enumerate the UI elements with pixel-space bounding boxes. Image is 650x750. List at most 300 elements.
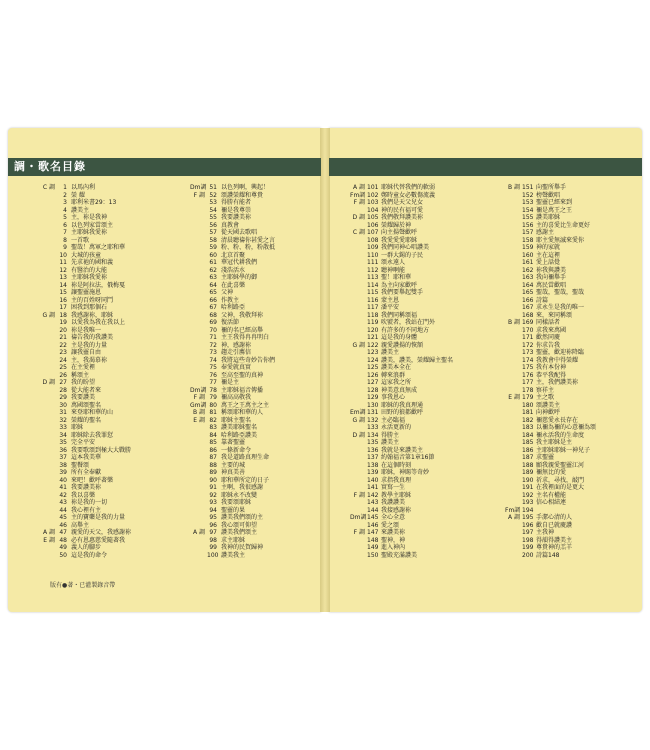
song-title: 主耶穌我愛祢 xyxy=(71,229,108,236)
key-label: Gm調 xyxy=(190,401,207,409)
song-entry xyxy=(40,447,131,455)
song-entry xyxy=(40,244,131,252)
song-number: 11 xyxy=(59,259,67,266)
song-entry xyxy=(190,439,275,447)
key-label xyxy=(40,439,57,447)
song-number: 133 xyxy=(367,424,379,431)
song-entry xyxy=(190,469,275,477)
song-title: 完全平安 xyxy=(71,439,96,446)
key-label xyxy=(350,282,367,290)
header-bar-right xyxy=(329,158,642,176)
key-label xyxy=(350,259,367,267)
song-entry xyxy=(190,379,275,387)
song-number: 65 xyxy=(209,289,217,296)
song-number: 164 xyxy=(522,281,534,289)
song-title: 主耶穌耶穌一神兒子 xyxy=(536,446,591,454)
song-number: 142 xyxy=(367,491,379,499)
song-title: 聖餐頌 xyxy=(71,461,90,469)
key-label xyxy=(190,499,207,507)
song-number: 194 xyxy=(522,506,534,514)
song-title: 詩篇 xyxy=(536,296,549,304)
song-title: 神的家就 xyxy=(536,244,561,251)
song-number: 193 xyxy=(522,499,534,506)
song-number: 129 xyxy=(367,394,379,401)
song-entry xyxy=(190,357,275,365)
song-entry xyxy=(505,229,596,237)
key-label: F 調 xyxy=(353,199,365,206)
song-title: 一條新命令 xyxy=(221,446,252,454)
song-entry xyxy=(350,544,453,552)
song-title: 讚美，讚美，榮耀歸主聖名 xyxy=(381,356,454,364)
song-title: 我要讚美祢 xyxy=(71,484,102,491)
song-number: 33 xyxy=(59,424,67,431)
song-title: 榮 耀 xyxy=(71,191,85,199)
key-label: F 調 xyxy=(193,191,205,199)
song-number: 62 xyxy=(209,266,217,274)
song-title: 求聖靈 xyxy=(536,454,555,461)
song-title: 同樣話者 xyxy=(536,319,561,326)
song-title: 讓聖靈施恩 xyxy=(71,289,102,296)
song-number: 83 xyxy=(209,424,217,431)
song-title: 得韻得讚美主 xyxy=(536,536,573,544)
song-number: 107 xyxy=(367,229,379,236)
song-number: 140 xyxy=(367,476,379,484)
song-entry xyxy=(190,544,275,552)
song-title: 從大能者來 xyxy=(71,386,102,394)
song-title: 以馬內利 xyxy=(71,184,96,191)
song-number: 173 xyxy=(522,349,534,356)
key-label xyxy=(190,514,207,522)
song-title: 轉來浪群 xyxy=(381,371,406,379)
key-label: A 調 xyxy=(352,184,365,191)
song-entry xyxy=(505,252,596,260)
key-label xyxy=(40,544,57,552)
song-entry xyxy=(40,454,131,462)
song-entry xyxy=(190,372,275,380)
song-title: 至高至聖的真神 xyxy=(221,371,264,379)
song-number: 192 xyxy=(522,491,534,499)
key-label xyxy=(190,454,207,462)
song-number: 159 xyxy=(522,244,534,251)
song-title xyxy=(535,507,536,515)
song-number: 139 xyxy=(367,469,379,476)
song-number: 110 xyxy=(367,251,379,259)
key-label xyxy=(505,484,522,492)
key-label xyxy=(350,477,367,485)
song-entry xyxy=(350,484,453,492)
key-label xyxy=(40,304,57,312)
song-title: 主的百姓呀同鬥 xyxy=(71,296,114,304)
song-entry xyxy=(40,522,131,530)
song-number: 106 xyxy=(367,221,379,229)
song-number: 172 xyxy=(522,341,534,349)
key-label xyxy=(190,484,207,492)
song-entry xyxy=(350,507,453,515)
song-title: 我愛愛愛耶穌 xyxy=(381,236,418,244)
song-title: 主王我得冉冉明白 xyxy=(221,334,270,341)
key-label xyxy=(190,334,207,342)
song-number: 35 xyxy=(59,439,67,446)
key-label xyxy=(505,192,522,200)
song-number: 59 xyxy=(209,244,217,251)
song-entry xyxy=(350,349,453,357)
song-entry xyxy=(350,364,453,372)
key-label xyxy=(505,342,522,350)
key-label xyxy=(350,394,367,402)
song-title: 得勝有能者 xyxy=(221,199,252,206)
song-number: 34 xyxy=(59,431,67,439)
key-label xyxy=(40,334,57,342)
index-column-2 xyxy=(190,184,275,559)
song-number: 63 xyxy=(209,274,217,281)
key-label xyxy=(505,477,522,485)
song-number: 91 xyxy=(209,484,217,491)
song-title: 你求告我 xyxy=(536,341,561,349)
key-label xyxy=(505,199,522,207)
song-entry xyxy=(505,484,596,492)
key-label xyxy=(505,499,522,507)
song-number: 100 xyxy=(207,551,219,559)
song-title: 我感謝祢，耶穌 xyxy=(71,311,114,319)
song-title: 來吧！歡呼著樂 xyxy=(71,476,114,484)
key-label xyxy=(505,282,522,290)
song-number: 114 xyxy=(367,281,379,289)
key-label xyxy=(40,492,57,500)
key-label xyxy=(40,454,57,462)
key-label xyxy=(350,544,367,552)
song-entry xyxy=(190,282,275,290)
key-label: F 調 xyxy=(353,491,365,499)
song-number: 72 xyxy=(209,341,217,349)
song-number: 70 xyxy=(209,326,217,334)
key-label xyxy=(40,327,57,335)
key-label xyxy=(505,259,522,267)
song-title: 神美意真無成 xyxy=(381,386,418,394)
song-title: 我們敬拜讚美祢 xyxy=(381,214,424,221)
song-entry xyxy=(190,229,275,237)
song-entry xyxy=(40,349,131,357)
song-entry xyxy=(190,192,275,200)
key-label: A 調 xyxy=(42,529,55,536)
key-label xyxy=(190,357,207,365)
song-title: 禰無比的愛 xyxy=(536,469,567,476)
song-title: 華冠代耕我們 xyxy=(221,259,258,266)
song-number: 151 xyxy=(522,184,534,191)
song-title: 教學主耶穌 xyxy=(381,491,412,499)
song-entry xyxy=(190,327,275,335)
song-number: 71 xyxy=(209,334,217,341)
song-entry xyxy=(350,394,453,402)
song-entry xyxy=(190,267,275,275)
song-title: 我教會中得榮耀 xyxy=(536,356,579,364)
song-entry xyxy=(190,507,275,515)
song-title: 讚美我們頌主 xyxy=(221,529,258,536)
song-number: 163 xyxy=(522,274,534,281)
key-label xyxy=(505,537,522,545)
key-label xyxy=(190,522,207,530)
key-label xyxy=(40,552,57,560)
key-label xyxy=(40,372,57,380)
song-title: 愛之頌 xyxy=(381,521,400,529)
song-entry xyxy=(505,432,596,440)
song-number: 4 xyxy=(63,206,67,214)
key-label xyxy=(190,319,207,327)
song-title: 主名有權能 xyxy=(536,491,567,499)
song-entry xyxy=(350,357,453,365)
key-label xyxy=(505,439,522,447)
key-label xyxy=(350,244,367,252)
song-entry xyxy=(40,282,131,290)
song-number: 128 xyxy=(367,386,379,394)
song-number: 23 xyxy=(59,349,67,356)
song-number: 183 xyxy=(522,424,534,431)
song-entry xyxy=(40,544,131,552)
song-number: 131 xyxy=(367,409,379,416)
song-number: 141 xyxy=(367,484,379,491)
song-number: 7 xyxy=(63,229,67,236)
song-entry xyxy=(350,387,453,395)
song-title: 哈利路亞讚美 xyxy=(221,431,258,439)
song-title: 我是道路真理生命 xyxy=(221,454,270,461)
song-entry xyxy=(190,364,275,372)
key-label xyxy=(40,237,57,245)
song-number: 157 xyxy=(522,229,534,236)
song-entry xyxy=(505,477,596,485)
song-entry xyxy=(190,522,275,530)
song-title: 淺浩活水 xyxy=(221,266,246,274)
song-title: 這本我美華 xyxy=(71,454,102,461)
song-entry xyxy=(505,492,596,500)
song-number: 55 xyxy=(209,214,217,221)
song-entry xyxy=(190,462,275,470)
key-label: E 調 xyxy=(43,536,55,544)
key-label: Em調 xyxy=(350,409,366,416)
song-entry xyxy=(190,342,275,350)
song-entry xyxy=(40,237,131,245)
song-entry xyxy=(350,282,453,290)
song-number: 125 xyxy=(367,364,379,371)
key-label xyxy=(190,364,207,372)
song-title: 萬民當歡唱 xyxy=(536,281,567,289)
song-number: 52 xyxy=(209,191,217,199)
key-label xyxy=(350,207,367,215)
song-number: 168 xyxy=(522,311,534,319)
song-title: 禰是主 xyxy=(221,379,240,386)
song-entry xyxy=(190,184,275,192)
song-entry xyxy=(505,462,596,470)
song-entry xyxy=(350,454,453,462)
song-entry xyxy=(40,372,131,380)
key-label xyxy=(190,432,207,440)
song-number: 138 xyxy=(367,461,379,469)
song-title: 得勝主 xyxy=(381,431,400,439)
song-entry xyxy=(505,244,596,252)
song-number: 171 xyxy=(522,334,534,341)
song-title: 我心裡有主 xyxy=(71,506,102,514)
song-title: 田野的狼都歡呼 xyxy=(381,409,424,416)
song-title: 聖殿充滿讚美 xyxy=(381,551,418,559)
song-number: 104 xyxy=(367,206,379,214)
key-label xyxy=(40,252,57,260)
song-number: 8 xyxy=(63,236,67,244)
song-entry xyxy=(350,499,453,507)
song-number: 20 xyxy=(59,326,67,334)
key-label xyxy=(190,259,207,267)
key-label xyxy=(505,312,522,320)
song-title: 以愛我為我在我以上 xyxy=(71,319,126,326)
song-entry xyxy=(505,364,596,372)
song-number: 92 xyxy=(209,491,217,499)
song-entry xyxy=(190,349,275,357)
song-number: 9 xyxy=(63,244,67,251)
key-label: G 調 xyxy=(352,341,365,349)
song-number: 48 xyxy=(59,536,67,544)
song-number: 86 xyxy=(209,446,217,454)
song-title: 我接感謝祢 xyxy=(381,506,412,514)
song-number: 67 xyxy=(209,304,217,311)
song-entry xyxy=(190,297,275,305)
song-entry xyxy=(190,394,275,402)
song-number: 21 xyxy=(59,334,67,341)
song-number: 51 xyxy=(209,184,217,191)
key-label xyxy=(190,439,207,447)
song-title: 祢我與讚美 xyxy=(536,266,567,274)
key-label xyxy=(40,229,57,237)
key-label xyxy=(40,514,57,522)
song-title: 奉愛就真實 xyxy=(221,364,252,371)
song-number: 121 xyxy=(367,334,379,341)
key-label xyxy=(40,394,57,402)
song-title: 實寫一生 xyxy=(381,484,406,491)
song-number: 42 xyxy=(59,491,67,499)
song-title: 聽神啊能 xyxy=(381,266,406,274)
key-label xyxy=(505,529,522,537)
key-label xyxy=(505,222,522,230)
song-title: 耶利米書29：13 xyxy=(71,199,117,206)
key-label xyxy=(40,319,57,327)
song-entry xyxy=(190,274,275,282)
song-title: 我要讚美祢 xyxy=(221,214,252,221)
song-entry xyxy=(40,462,131,470)
song-title: 我們同神心唱讚美 xyxy=(381,244,430,251)
song-number: 191 xyxy=(522,484,534,491)
song-entry xyxy=(350,462,453,470)
song-entry xyxy=(40,312,131,320)
song-title: 這是我的命令 xyxy=(71,551,108,559)
song-entry xyxy=(505,544,596,552)
song-title: 禰是萬王之王 xyxy=(536,206,573,214)
key-label xyxy=(40,402,57,410)
song-title: 必有恩惠慈愛隨著我 xyxy=(71,536,126,544)
song-number: 109 xyxy=(367,244,379,251)
song-number: 93 xyxy=(209,499,217,506)
key-label xyxy=(40,484,57,492)
song-title: 榜聲歡唱 xyxy=(536,191,561,199)
song-number: 22 xyxy=(59,341,67,349)
song-title: 耶穌主聖名 xyxy=(221,416,252,424)
song-entry xyxy=(190,529,275,537)
song-number: 10 xyxy=(59,251,67,259)
key-label: B 調 xyxy=(192,409,205,416)
song-title: 聖！耶和華 xyxy=(381,274,412,281)
song-number: 99 xyxy=(209,544,217,551)
song-entry xyxy=(505,394,596,402)
song-entry xyxy=(190,409,275,417)
key-label xyxy=(190,304,207,312)
key-label xyxy=(190,312,207,320)
song-number: 37 xyxy=(59,454,67,461)
song-entry xyxy=(190,537,275,545)
key-label xyxy=(190,544,207,552)
song-number: 132 xyxy=(367,416,379,424)
song-title: 粉、粉、粉，粉散抵 xyxy=(221,244,276,251)
song-title: 主要的城 xyxy=(221,461,246,469)
song-entry xyxy=(505,387,596,395)
song-entry xyxy=(505,424,596,432)
song-entry xyxy=(40,192,131,200)
song-title: 主耶穌我愛祢 xyxy=(71,274,108,281)
song-entry xyxy=(190,319,275,327)
song-title: 事我恩心 xyxy=(381,394,406,401)
song-number: 66 xyxy=(209,296,217,304)
key-label xyxy=(350,537,367,545)
song-title: 祢是我的一切 xyxy=(71,499,108,506)
song-number: 136 xyxy=(367,446,379,454)
song-entry xyxy=(350,289,453,297)
song-entry xyxy=(505,342,596,350)
song-number: 16 xyxy=(59,296,67,304)
song-entry xyxy=(350,334,453,342)
song-title: 恭平我配得 xyxy=(536,371,567,379)
song-title: 在主愛裡 xyxy=(71,364,96,371)
song-number: 44 xyxy=(59,506,67,514)
song-number: 149 xyxy=(367,544,379,551)
song-entry xyxy=(40,319,131,327)
song-title: 在我裡面的是更大 xyxy=(536,484,585,491)
song-number: 144 xyxy=(367,506,379,514)
song-entry xyxy=(505,237,596,245)
song-title: 我有本份神 xyxy=(536,364,567,371)
key-label xyxy=(350,334,367,342)
song-title: 求永生是我的唯一 xyxy=(536,304,585,311)
key-label xyxy=(505,402,522,410)
song-title: 我將這些奇妙告你們 xyxy=(221,356,276,364)
key-label xyxy=(505,244,522,252)
song-title: 我們是天父兒女 xyxy=(381,199,424,206)
song-title: 主是我的力量 xyxy=(71,341,108,349)
song-entry xyxy=(350,469,453,477)
song-number: 95 xyxy=(209,514,217,521)
song-entry xyxy=(40,409,131,417)
key-label xyxy=(350,387,367,395)
song-number: 166 xyxy=(522,296,534,304)
song-title: 來，來同稱頌 xyxy=(536,311,573,319)
song-number: 87 xyxy=(209,454,217,461)
key-label xyxy=(190,214,207,222)
key-label xyxy=(190,424,207,432)
song-title: 榮耀歸於神 xyxy=(381,221,412,229)
song-entry xyxy=(190,499,275,507)
key-label xyxy=(505,447,522,455)
key-label xyxy=(40,447,57,455)
key-label xyxy=(505,334,522,342)
song-title: 這家我之所 xyxy=(381,379,412,386)
key-label: D 調 xyxy=(42,379,55,386)
song-entry xyxy=(190,552,275,560)
song-title: 我的盼望 xyxy=(71,379,96,386)
song-entry xyxy=(505,259,596,267)
song-entry xyxy=(40,499,131,507)
